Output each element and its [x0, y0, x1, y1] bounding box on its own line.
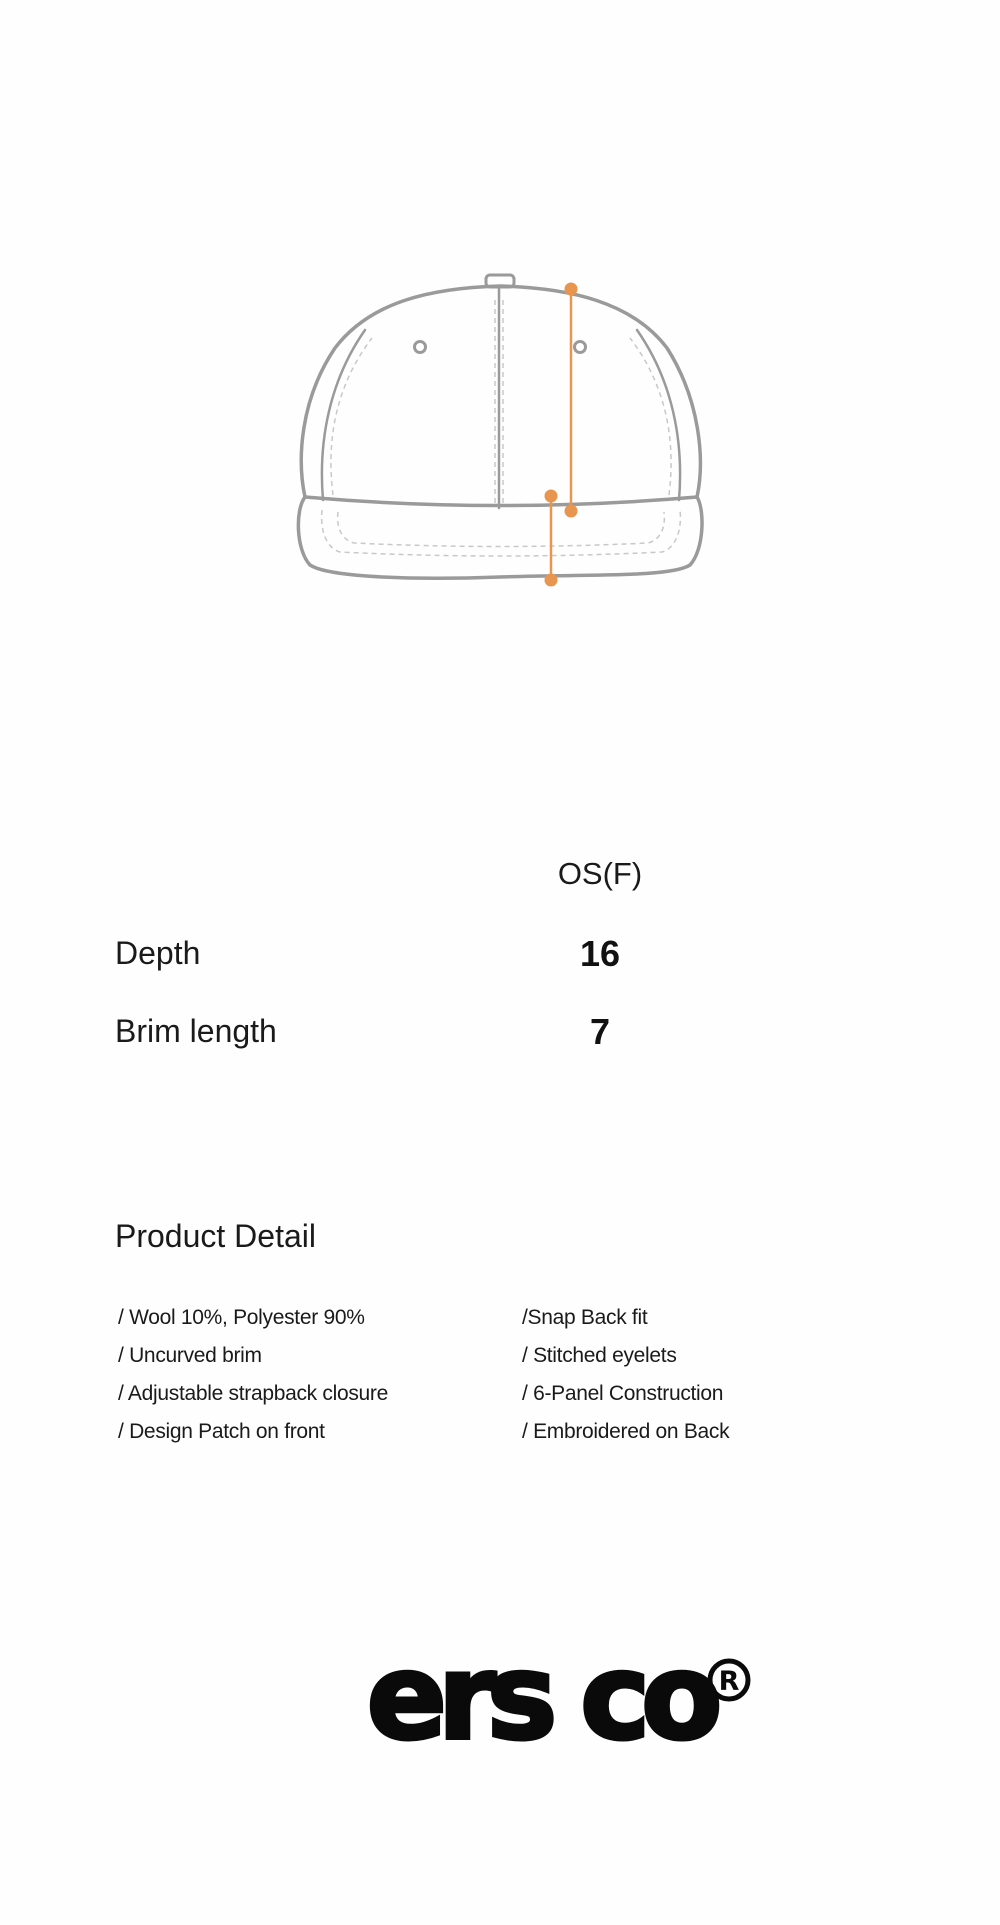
detail-item: / Design Patch on front	[118, 1420, 325, 1443]
eyelet-left	[415, 342, 426, 353]
cap-stitching	[322, 300, 681, 556]
eyelet-right	[575, 342, 586, 353]
detail-item: / Uncurved brim	[118, 1344, 262, 1367]
detail-item: / 6-Panel Construction	[522, 1382, 724, 1405]
detail-item: / Stitched eyelets	[522, 1344, 677, 1367]
depth-label: Depth	[115, 935, 201, 971]
detail-list-right	[522, 1299, 729, 1451]
cap-outline	[298, 275, 702, 578]
size-header: OS(F)	[557, 856, 643, 891]
measure-depth	[565, 283, 577, 517]
brand-logo	[0, 1630, 1000, 1760]
detail-item: / Embroidered on Back	[522, 1420, 730, 1443]
registered-mark-icon	[710, 1661, 748, 1699]
cap-illustration	[0, 0, 1000, 700]
detail-item: / Wool 10%, Polyester 90%	[118, 1306, 365, 1329]
product-detail-title: Product Detail	[115, 1218, 316, 1254]
depth-value: 16	[579, 933, 621, 974]
detail-list-left	[118, 1299, 388, 1451]
svg-text:R: R	[718, 1666, 740, 1697]
detail-item: /Snap Back fit	[522, 1306, 648, 1329]
detail-item: / Adjustable strapback closure	[118, 1382, 388, 1405]
brim-length-label: Brim length	[115, 1013, 277, 1049]
logo-wordmark: ers co	[366, 1630, 714, 1760]
brim-length-value: 7	[589, 1011, 611, 1052]
